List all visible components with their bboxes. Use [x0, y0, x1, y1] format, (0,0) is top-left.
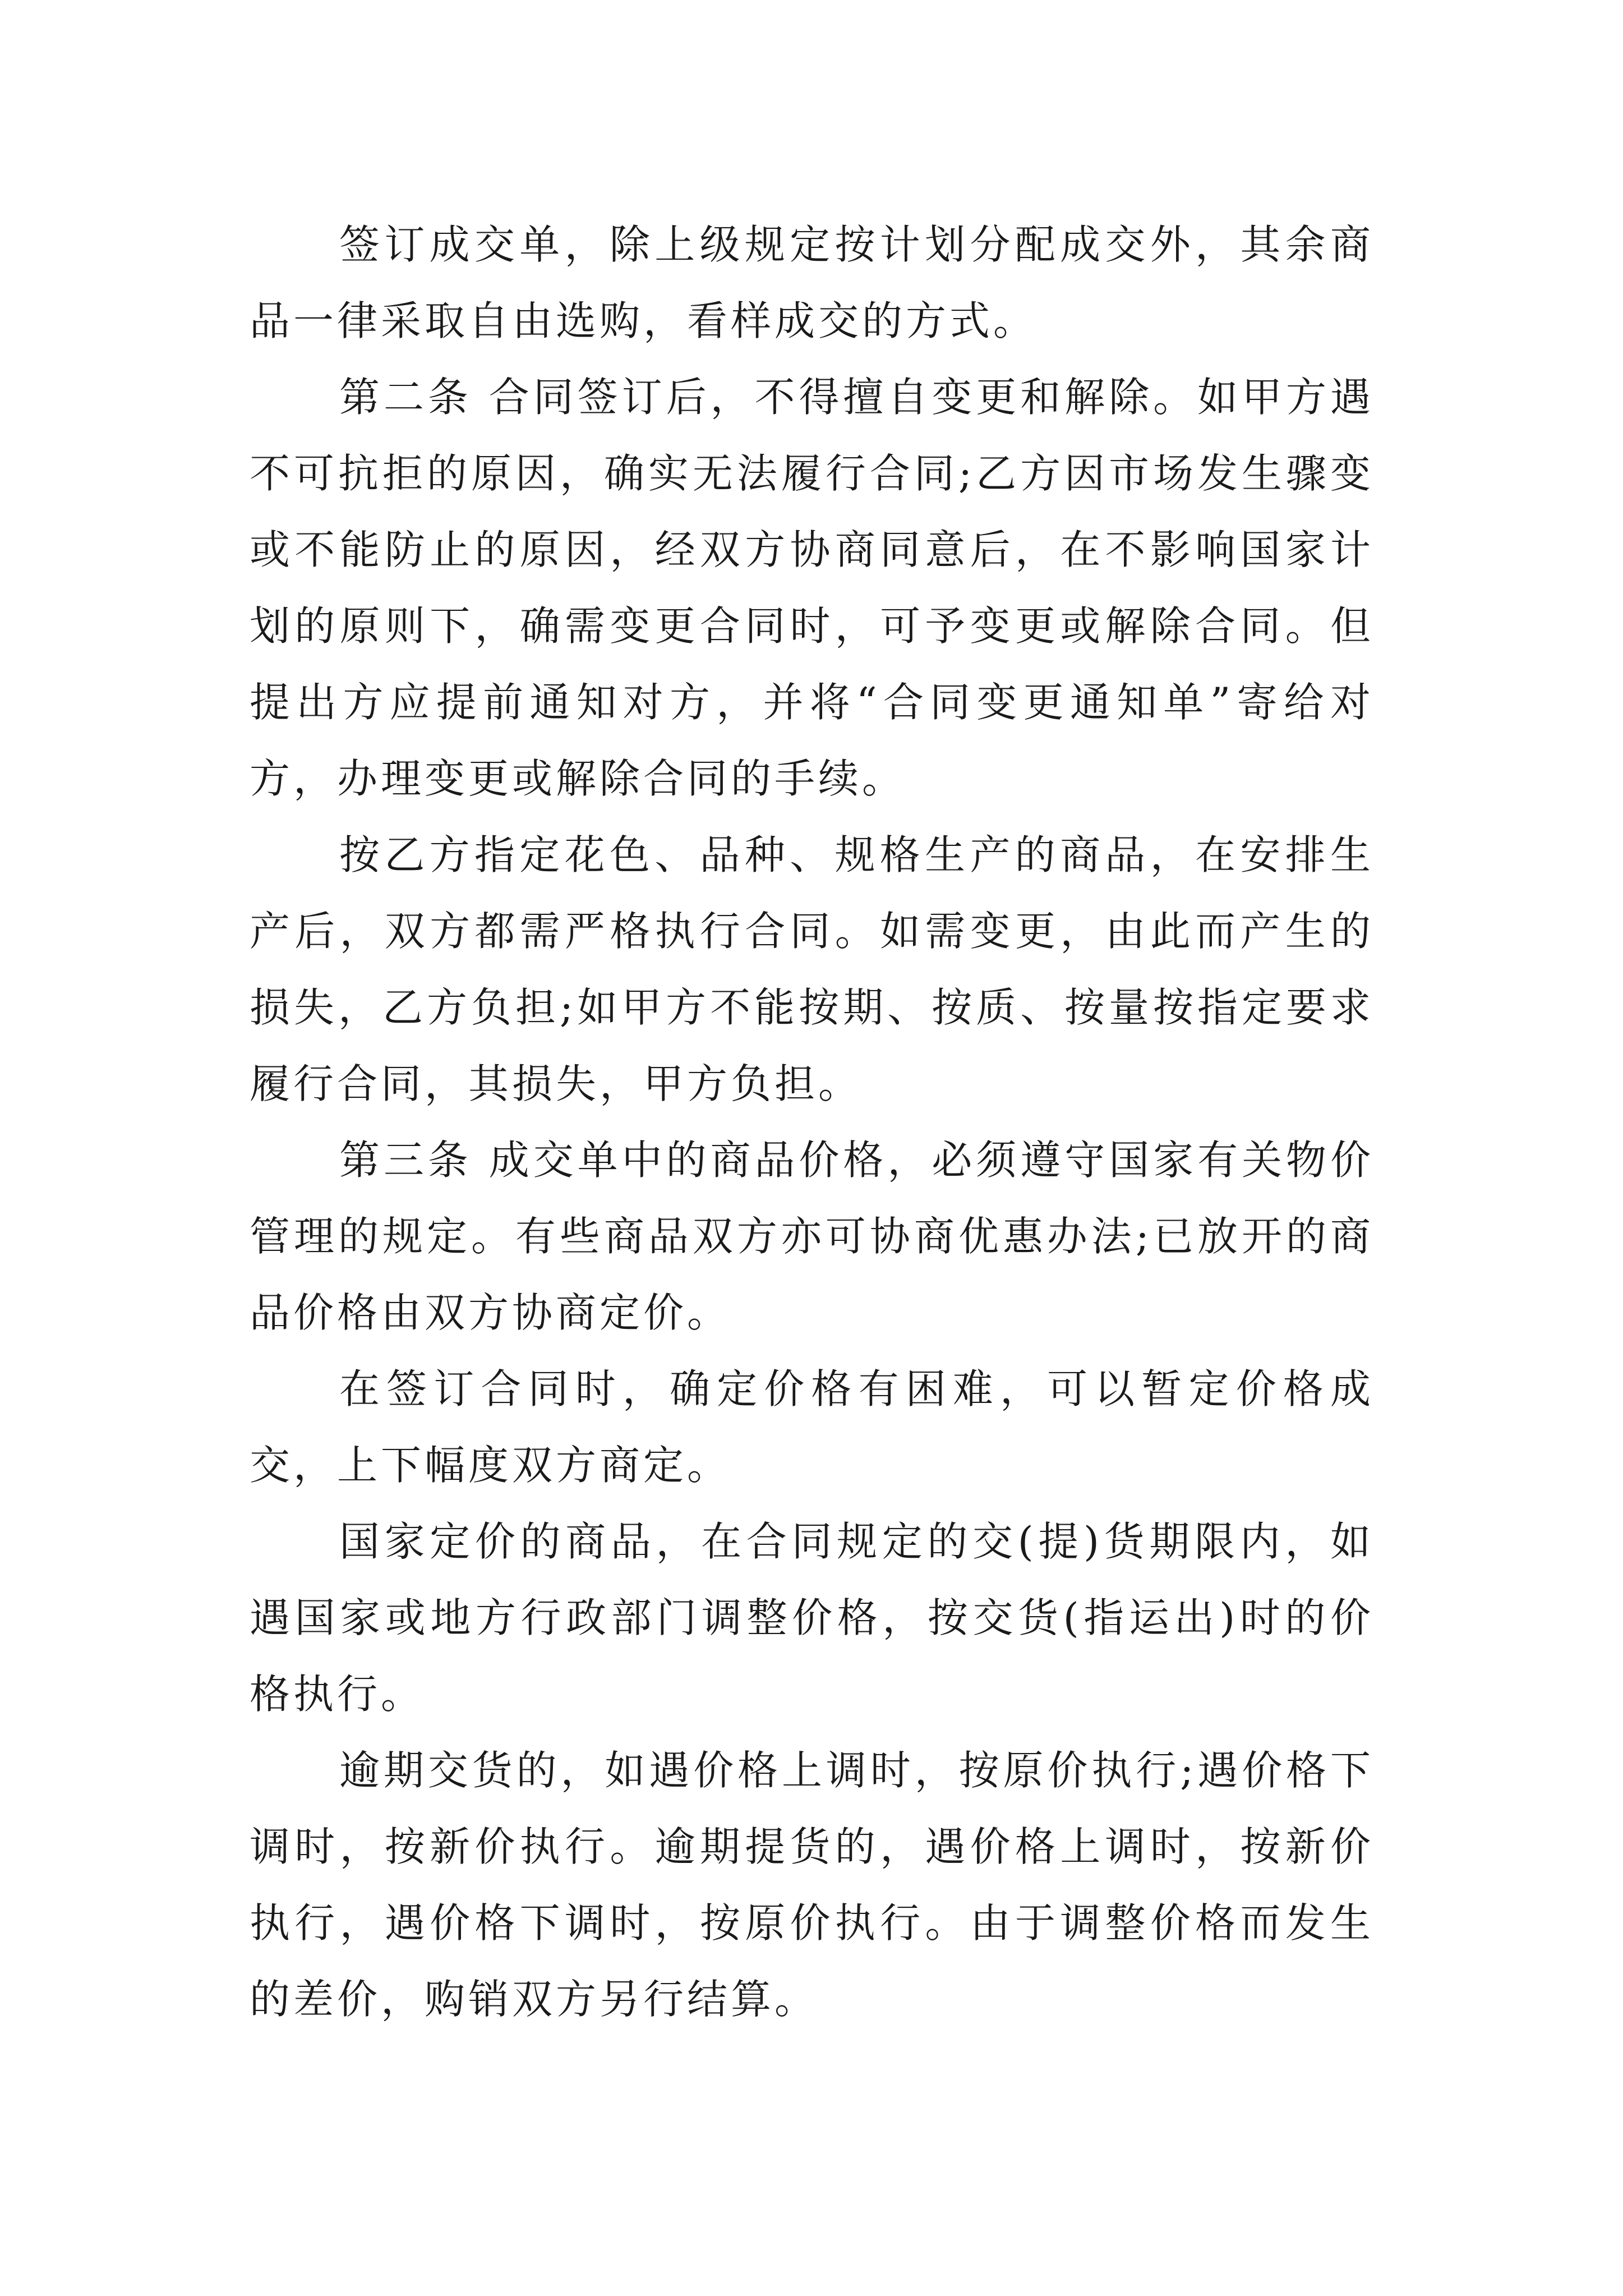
paragraph-7: 逾期交货的，如遇价格上调时，按原价执行;遇价格下调时，按新价执行。逾期提货的，遇价格上调时，按新价执行，遇价格下调时，按原价执行。由于调整价格而发生的差价，购销双方另行结算。	[250, 1747, 1374, 2023]
paragraph-6: 国家定价的商品，在合同规定的交(提)货期限内，如遇国家或地方行政部门调整价格，按交货(指运出)时的价格执行。	[250, 1518, 1374, 1718]
document-body	[250, 206, 1374, 2037]
paragraph-4: 第三条 成交单中的商品价格，必须遵守国家有关物价管理的规定。有些商品双方亦可协商优惠办法;已放开的商品价格由双方协商定价。	[250, 1137, 1374, 1336]
paragraph-1: 签订成交单，除上级规定按计划分配成交外，其余商品一律采取自由选购，看样成交的方式。	[250, 221, 1374, 344]
paragraph-2: 第二条 合同签订后，不得擅自变更和解除。如甲方遇不可抗拒的原因，确实无法履行合同;乙方因市场发生骤变或不能防止的原因，经双方协商同意后，在不影响国家计划的原则下，确需变更合同时，可予变更或解除合同。但提出方应提前通知对方，并将“合同变更通知单”寄给对方，办理变更或解除合同的手续。	[250, 374, 1374, 802]
paragraph-5: 在签订合同时，确定价格有困难，可以暂定价格成交，上下幅度双方商定。	[250, 1365, 1374, 1489]
paragraph-3: 按乙方指定花色、品种、规格生产的商品，在安排生产后，双方都需严格执行合同。如需变更，由此而产生的损失，乙方负担;如甲方不能按期、按质、按量按指定要求履行合同，其损失，甲方负担。	[250, 831, 1374, 1107]
